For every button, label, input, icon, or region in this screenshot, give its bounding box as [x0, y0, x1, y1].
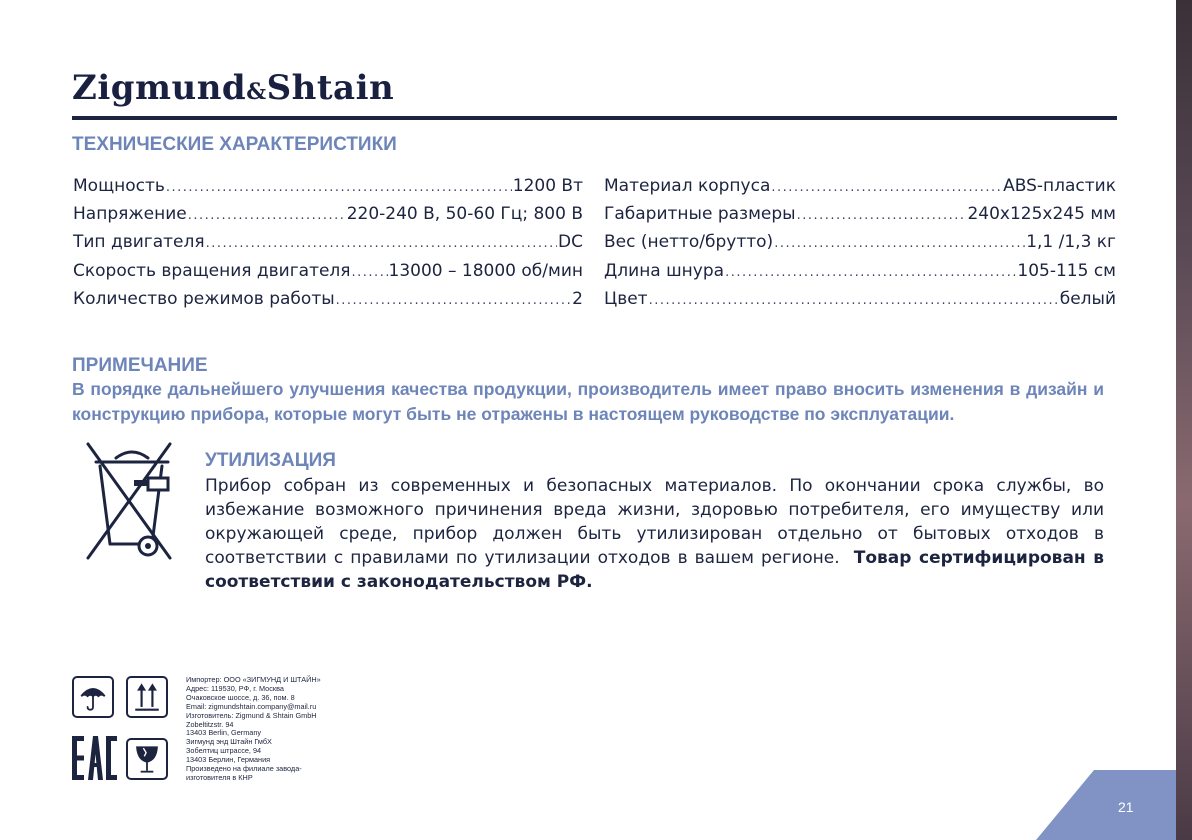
importer-line: изготовителя в КНР	[186, 772, 253, 782]
note-title: ПРИМЕЧАНИЕ	[72, 355, 208, 376]
umbrella-icon	[72, 676, 114, 718]
dot-leader	[188, 208, 346, 223]
spec-label: Цвет	[604, 288, 648, 309]
page-edge-strip	[1176, 0, 1192, 840]
specs-right-column	[604, 176, 1116, 317]
spec-value: 240x125x245 мм	[967, 204, 1116, 225]
dot-leader	[725, 265, 1016, 280]
importer-line: Импортер: ООО «ЗИГМУНД И ШТАЙН»	[186, 675, 321, 684]
spec-label: Длина шнура	[604, 260, 725, 281]
spec-label: Материал корпуса	[604, 176, 771, 196]
dot-leader	[352, 265, 388, 280]
spec-row	[73, 289, 583, 317]
page-corner-decoration	[1036, 770, 1192, 840]
certification-note: Товар сертифицирован в соответствии с законодательством РФ.	[205, 548, 1104, 592]
brand-ampersand: &	[246, 79, 267, 105]
spec-row	[604, 176, 1116, 204]
spec-label: Напряжение	[73, 204, 187, 225]
brand-logo	[72, 68, 394, 108]
spec-label: Вес (нетто/брутто)	[604, 232, 774, 253]
importer-line: Zobeltitzstr. 94	[186, 719, 234, 729]
eac-mark-icon	[72, 736, 117, 780]
header-divider	[72, 116, 1117, 120]
spec-value: 1200 Вт	[512, 176, 583, 196]
importer-line: Произведено на филиале завода-	[186, 764, 302, 774]
spec-row	[73, 232, 583, 260]
disposal-title: УТИЛИЗАЦИЯ	[205, 450, 336, 471]
spec-value: 105-115 см	[1017, 260, 1116, 281]
spec-label: Тип двигателя	[73, 232, 205, 253]
importer-line: Зобелтиц штрассе, 94	[186, 746, 262, 756]
importer-line: Очаковское шоссе, д. 36, пом. 8	[186, 692, 295, 702]
page-number: 21	[1118, 799, 1134, 815]
spec-row	[73, 204, 583, 232]
importer-line: Адрес: 119530, РФ, г. Москва	[186, 683, 284, 693]
importer-line: 13403 Берлин, Германия	[186, 755, 271, 765]
spec-row	[604, 289, 1116, 317]
spec-value: 13000 – 18000 об/мин	[388, 260, 583, 281]
disposal-text-block	[205, 474, 1104, 594]
importer-line: Изготовитель: Zigmund & Shtain GmbH	[186, 710, 317, 720]
spec-value: DC	[558, 232, 583, 253]
spec-value: 1,1 /1,3 кг	[1026, 232, 1116, 253]
spec-value: ABS-пластик	[1003, 176, 1116, 196]
spec-value: 220-240 В, 50-60 Гц; 800 В	[346, 204, 583, 225]
spec-label: Количество режимов работы	[73, 288, 335, 309]
spec-label: Мощность	[73, 176, 165, 196]
dot-leader	[649, 293, 1059, 308]
dot-leader	[797, 208, 967, 223]
dot-leader	[166, 180, 512, 195]
disposal-text: Прибор собран из современных и безопасных материалов. По окончании срока службы, во избежание возможного причинения вреда жизни, здоровью потребителя, его имуществу или окружающей среде, прибор должен быть утилизирован отдельно от бытовых отходов в соответствии с правилами по утилизации отходов в вашем регионе.	[205, 476, 1104, 568]
spec-value: 2	[572, 288, 583, 309]
dot-leader	[206, 236, 557, 251]
dot-leader	[771, 180, 1002, 195]
spec-label: Скорость вращения двигателя	[73, 260, 351, 281]
importer-email: Email: zigmundshtain.company@mail.ru	[186, 701, 317, 711]
spec-row	[604, 204, 1116, 232]
importer-info	[186, 676, 321, 783]
dot-leader	[774, 236, 1025, 251]
note-text: В порядке дальнейшего улучшения качества продукции, производитель имеет право вносить изменения в дизайн и конструкцию прибора, которые могут быть не отражены в настоящем руководстве по эксплуатации.	[72, 379, 1104, 424]
spec-row	[73, 176, 583, 204]
specs-title: ТЕХНИЧЕСКИЕ ХАРАКТЕРИСТИКИ	[72, 134, 397, 155]
crossed-bin-icon	[86, 440, 178, 560]
fragile-glass-icon	[126, 738, 168, 780]
dot-leader	[336, 293, 572, 308]
importer-line: Зигмунд энд Штайн ГмбХ	[186, 737, 272, 747]
brand-name-part2: Shtain	[266, 68, 395, 108]
importer-line: 13403 Berlin, Germany	[186, 728, 262, 738]
specs-left-column	[73, 176, 583, 317]
brand-name-part1: Zigmund	[72, 68, 247, 108]
this-way-up-icon	[126, 676, 168, 718]
spec-row	[604, 261, 1116, 289]
spec-row	[604, 232, 1116, 260]
spec-label: Габаритные размеры	[604, 204, 796, 225]
spec-row	[73, 261, 583, 289]
spec-value: белый	[1059, 288, 1116, 309]
